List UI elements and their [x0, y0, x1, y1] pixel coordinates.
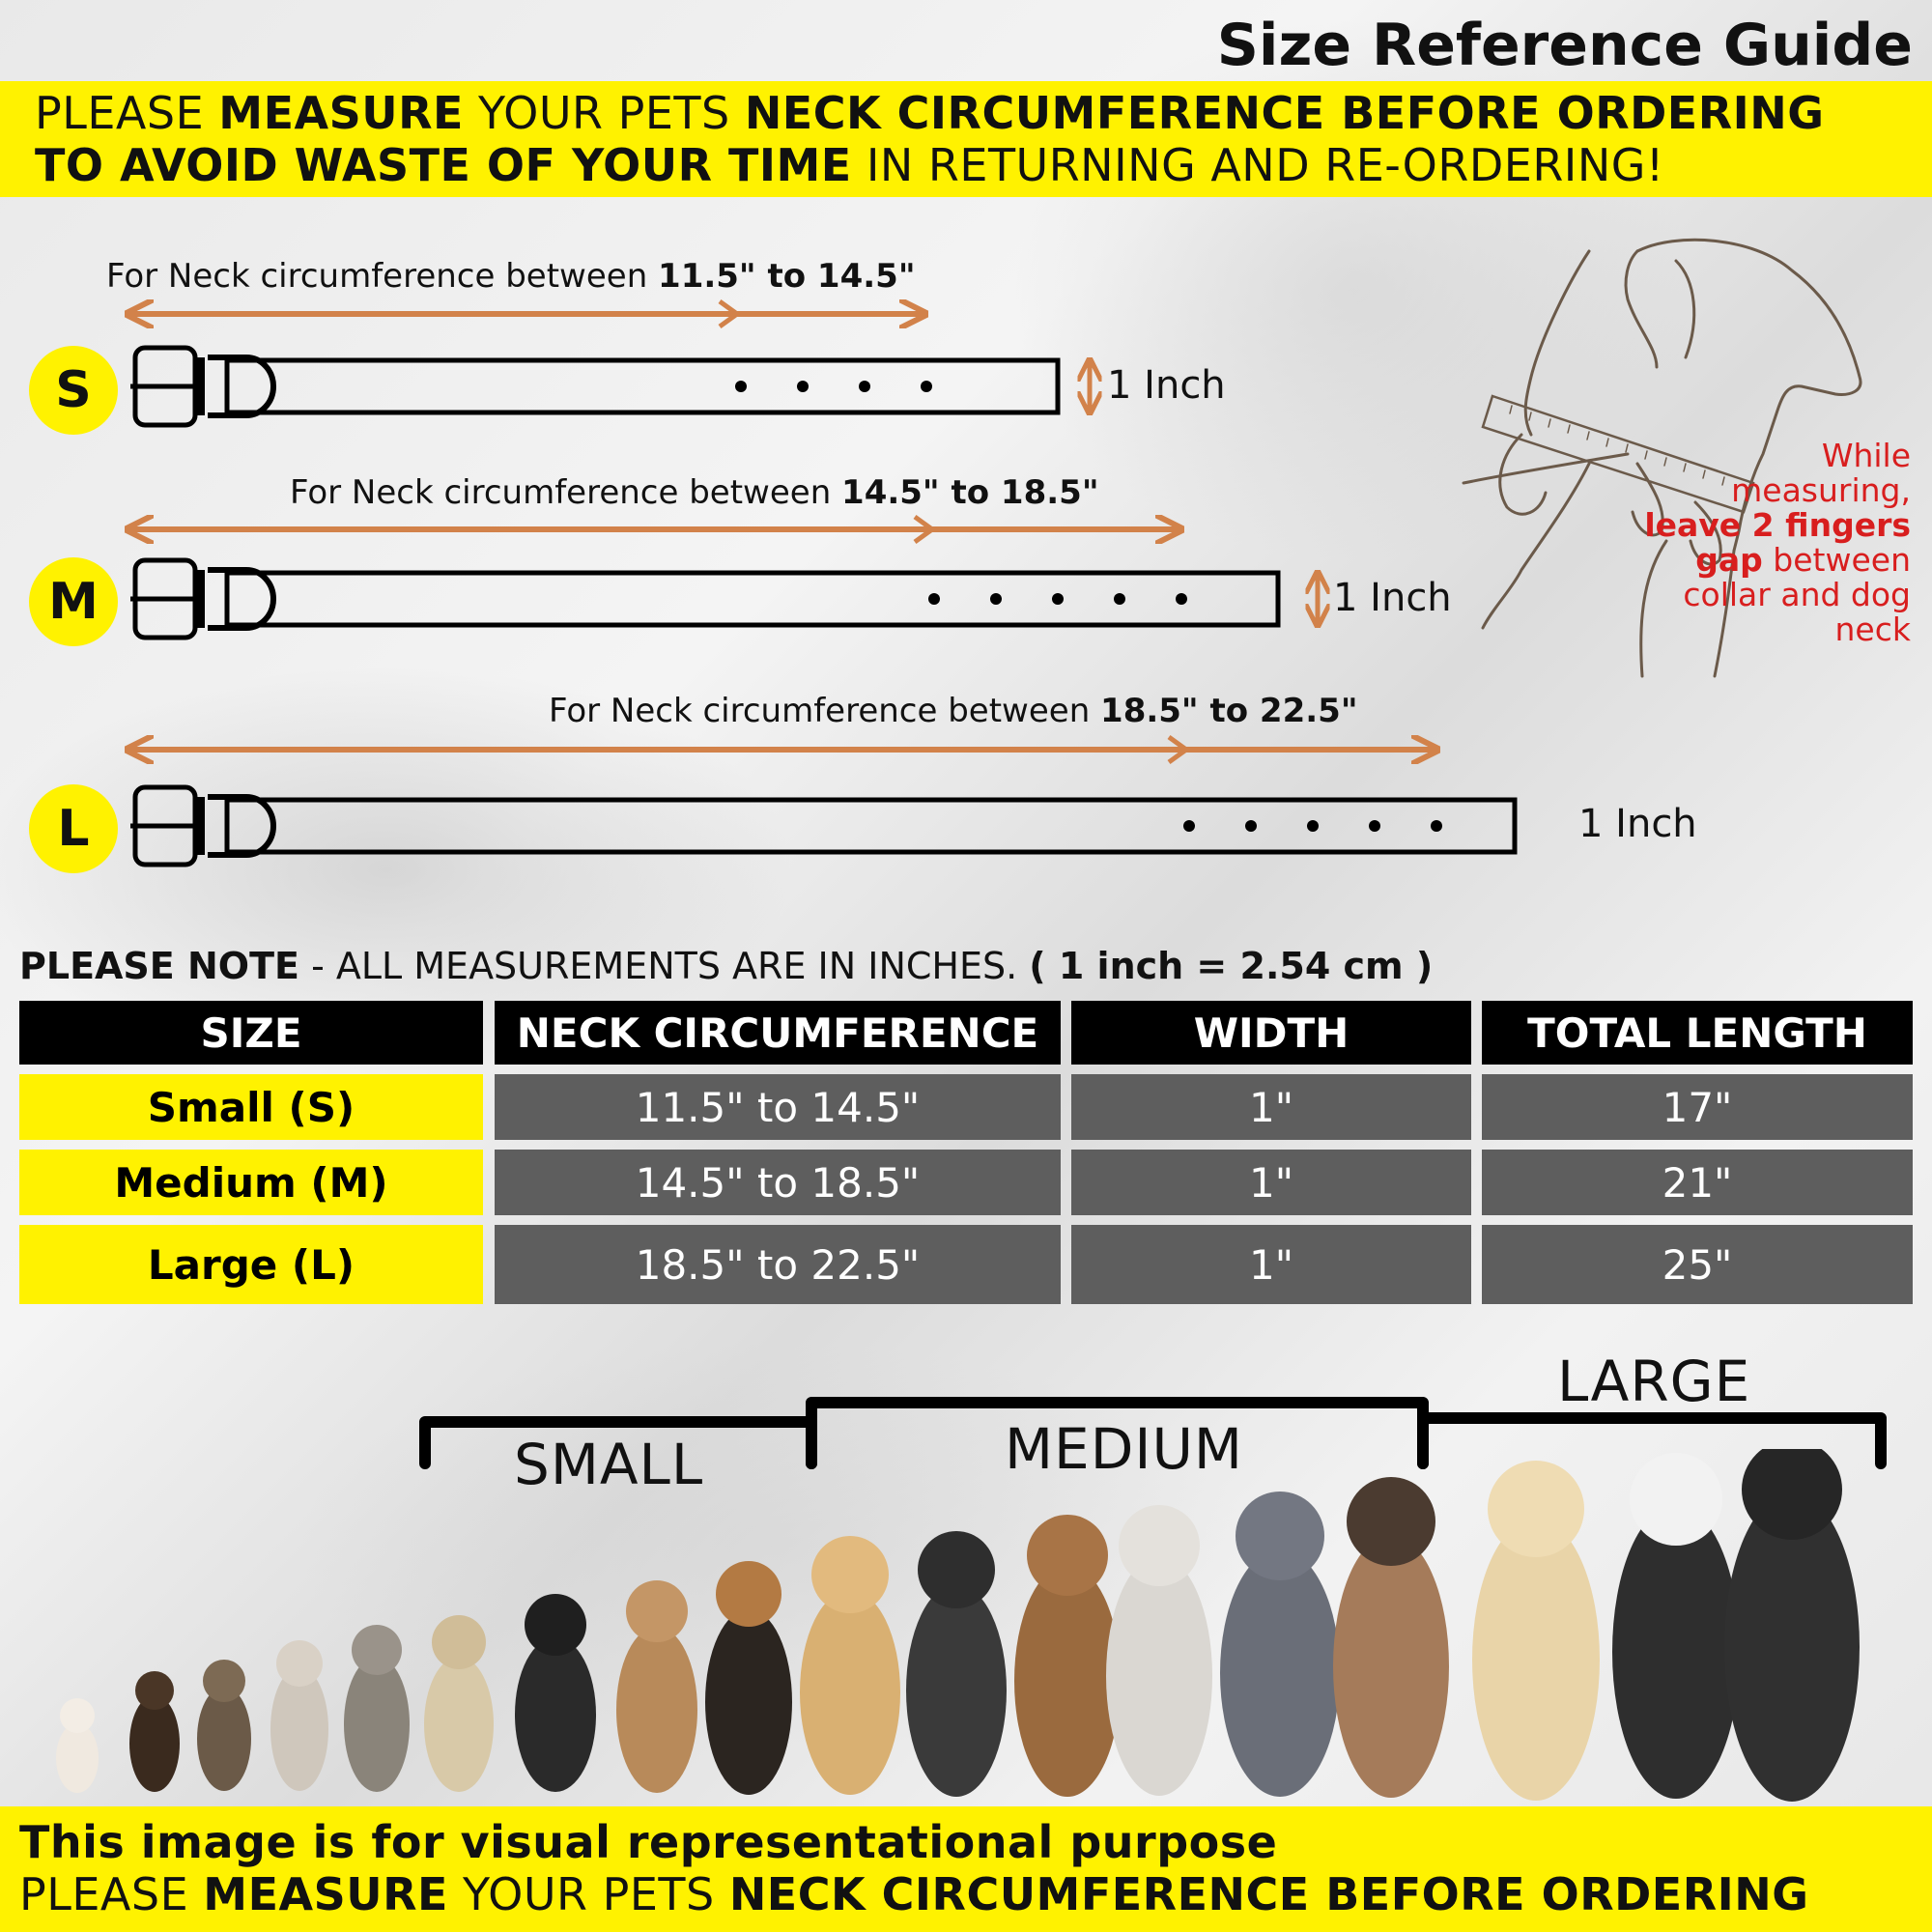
- tip-line: between: [1762, 541, 1911, 579]
- table-cell-length: 17": [1482, 1074, 1913, 1140]
- table-cell-size: Small (S): [19, 1074, 483, 1140]
- caption-text: For Neck circumference between: [549, 692, 1101, 730]
- collar-small: [130, 301, 1090, 425]
- table-cell-size: Medium (M): [19, 1150, 483, 1215]
- banner-text-bold: MEASURE: [203, 1868, 448, 1920]
- table-cell-width: 1": [1071, 1150, 1471, 1215]
- banner-text: YOUR PETS: [447, 1868, 729, 1920]
- caption-range: 14.5" to 18.5": [841, 473, 1099, 512]
- table-cell-size: Large (L): [19, 1225, 483, 1304]
- tip-line: collar and dog: [1683, 576, 1911, 613]
- table-cell-neck: 14.5" to 18.5": [495, 1150, 1061, 1215]
- note-text: - ALL MEASUREMENTS ARE IN INCHES.: [298, 945, 1030, 987]
- top-banner-line2: [35, 139, 1664, 191]
- collar-medium: [130, 517, 1318, 638]
- banner-text: PLEASE: [19, 1868, 204, 1920]
- collar-diagrams: [0, 222, 1546, 898]
- collar-caption-l: [549, 692, 1358, 730]
- table-header-width: WIDTH: [1071, 1001, 1471, 1065]
- caption-range: 18.5" to 22.5": [1100, 692, 1358, 730]
- table-header-neck: NECK CIRCUMFERENCE: [495, 1001, 1061, 1065]
- scale-label-medium: MEDIUM: [1005, 1416, 1243, 1482]
- table-cell-width: 1": [1071, 1225, 1471, 1304]
- dogs-lineup: [0, 1449, 1932, 1806]
- table-cell-length: 21": [1482, 1150, 1913, 1215]
- tip-line: measuring,: [1731, 471, 1911, 509]
- page-title: Size Reference Guide: [1216, 12, 1913, 79]
- size-badge-l: L: [29, 784, 118, 873]
- collar-strap: [227, 360, 1058, 412]
- table-cell-length: 25": [1482, 1225, 1913, 1304]
- width-label-l: 1 Inch: [1578, 802, 1697, 846]
- collar-caption-s: [106, 257, 916, 296]
- caption-text: For Neck circumference between: [290, 473, 842, 512]
- collar-strap: [227, 800, 1515, 852]
- note-label: PLEASE NOTE: [19, 945, 299, 987]
- tip-line: neck: [1834, 611, 1911, 648]
- table-header-size: SIZE: [19, 1001, 483, 1065]
- collar-large: [130, 737, 1546, 865]
- disclaimer: This image is for visual representational purpose: [19, 1816, 1278, 1868]
- measurement-note: [19, 945, 1433, 987]
- banner-text: PLEASE: [35, 87, 219, 139]
- bottom-banner: [0, 1806, 1932, 1932]
- scale-label-large: LARGE: [1557, 1349, 1751, 1414]
- table-cell-neck: 11.5" to 14.5": [495, 1074, 1061, 1140]
- width-label-m: 1 Inch: [1333, 576, 1452, 620]
- bottom-banner-line2: [19, 1868, 1809, 1920]
- table-cell-width: 1": [1071, 1074, 1471, 1140]
- banner-text: IN RETURNING AND RE-ORDERING!: [851, 139, 1664, 191]
- size-badge-s: S: [29, 346, 118, 435]
- banner-text-bold: NECK CIRCUMFERENCE BEFORE ORDERING: [744, 87, 1825, 139]
- top-banner-line1: [35, 87, 1825, 139]
- banner-text-bold: MEASURE: [218, 87, 464, 139]
- collar-caption-m: [290, 473, 1099, 512]
- banner-text-bold: NECK CIRCUMFERENCE BEFORE ORDERING: [728, 1868, 1809, 1920]
- table-cell-neck: 18.5" to 22.5": [495, 1225, 1061, 1304]
- caption-range: 11.5" to 14.5": [658, 257, 916, 296]
- tip-line-bold: leave 2 fingers: [1644, 506, 1911, 544]
- dog-silhouettes: [56, 1449, 1860, 1802]
- size-table: [0, 1001, 1932, 1310]
- note-conversion: ( 1 inch = 2.54 cm ): [1029, 945, 1434, 987]
- scale-label-small: SMALL: [514, 1432, 704, 1497]
- caption-text: For Neck circumference between: [106, 257, 659, 296]
- top-banner: [0, 81, 1932, 197]
- measuring-tip: [1644, 439, 1911, 647]
- width-label-s: 1 Inch: [1107, 363, 1226, 408]
- tip-line-bold: gap: [1695, 541, 1763, 579]
- size-badge-m: M: [29, 557, 118, 646]
- tip-line: While: [1821, 437, 1911, 474]
- table-header-length: TOTAL LENGTH: [1482, 1001, 1913, 1065]
- banner-text: YOUR PETS: [463, 87, 745, 139]
- banner-text-bold: TO AVOID WASTE OF YOUR TIME: [35, 139, 852, 191]
